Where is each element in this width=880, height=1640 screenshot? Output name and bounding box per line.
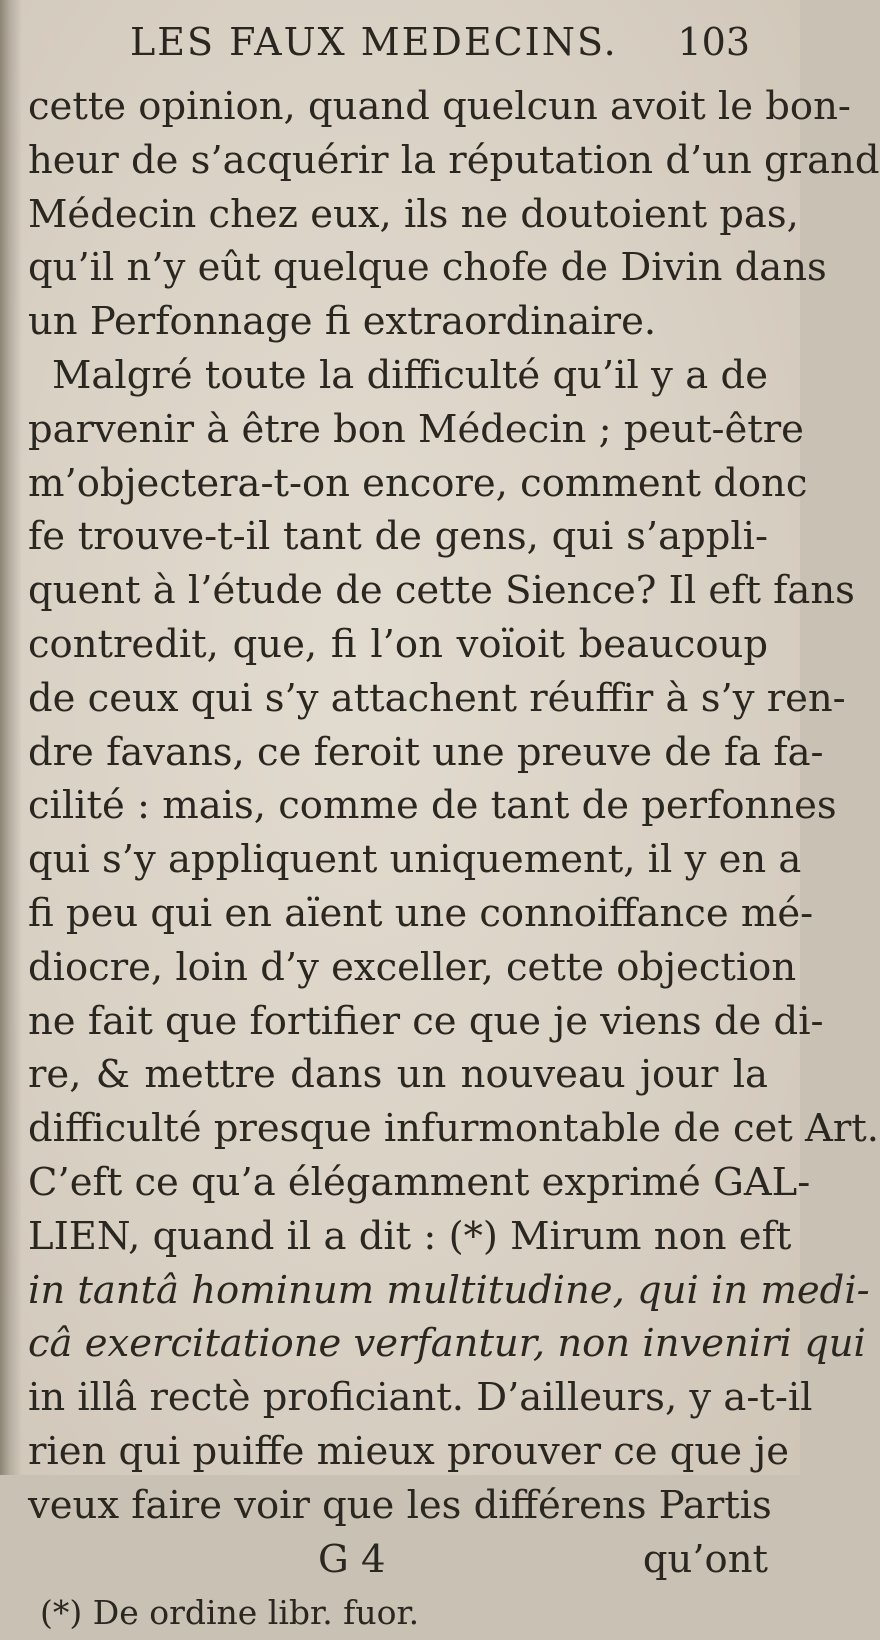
paragraph-end-line: un Perfonnage fi extraordinaire. xyxy=(28,299,657,345)
text-line: parvenir à être bon Médecin ; peut-être xyxy=(28,406,804,452)
text-line: qu’il n’y eût quelque chofe de Divin dans xyxy=(28,245,827,291)
text-line: diocre, loin d’y exceller, cette objection xyxy=(28,944,797,990)
text-line: fe trouve-t-il tant de gens, qui s’appli- xyxy=(28,514,768,560)
text-line: cilité : mais, comme de tant de perfonnes xyxy=(28,783,837,829)
text-line: de ceux qui s’y attachent réuffir à s’y ren- xyxy=(28,675,846,721)
text-line: rien qui puiffe mieux prouver ce que je xyxy=(28,1428,789,1474)
text-line: re, & mettre dans un nouveau jour la xyxy=(28,1052,768,1098)
text-line: LIEN, quand il a dit : (*) Mirum non eft xyxy=(28,1213,792,1259)
text-line: contredit, que, fi l’on voïoit beaucoup xyxy=(28,621,768,667)
signature-row xyxy=(28,1533,768,1587)
text-line: Médecin chez eux, ils ne doutoient pas, xyxy=(28,191,799,237)
running-head-title: LES FAUX MEDECINS. xyxy=(130,20,618,64)
text-line: qui s’y appliquent uniquement, il y en a xyxy=(28,837,802,883)
catchword: qu’ont xyxy=(642,1536,768,1582)
running-head xyxy=(130,14,750,74)
text-line: fi peu qui en aïent une connoiffance mé- xyxy=(28,890,814,936)
page-number: 103 xyxy=(677,20,750,64)
text-line: quent à l’étude de cette Sience? Il eft fans xyxy=(28,568,855,614)
text-line: C’eft ce qu’a élégamment exprimé GAL- xyxy=(28,1159,811,1205)
latin-quote-line: câ exercitatione verfantur, non inveniri qui xyxy=(28,1321,866,1367)
text-line: in illâ rectè proficiant. D’ailleurs, y a-t-il xyxy=(28,1375,813,1421)
text-line: ne fait que fortifier ce que je viens de di- xyxy=(28,998,824,1044)
text-line: heur de s’acquérir la réputation d’un grand xyxy=(28,137,880,183)
text-line: dre favans, ce feroit une preuve de fa fa- xyxy=(28,729,824,775)
footnote: (*) De ordine libr. fuor. xyxy=(40,1593,420,1633)
paragraph-start-line: Malgré toute la difficulté qu’il y a de xyxy=(52,352,768,398)
text-line: difficulté presque infurmontable de cet Art. xyxy=(28,1106,879,1152)
text-line: cette opinion, quand quelcun avoit le bon- xyxy=(28,84,851,129)
body-text xyxy=(28,80,880,1640)
latin-quote-line: in tantâ hominum multitudine, qui in medi- xyxy=(28,1267,870,1313)
text-line: veux faire voir que les différens Partis xyxy=(28,1482,772,1528)
signature-mark: G 4 xyxy=(318,1536,386,1582)
text-line: m’objectera-t-on encore, comment donc xyxy=(28,460,808,506)
page-gutter-shadow xyxy=(0,0,22,1475)
